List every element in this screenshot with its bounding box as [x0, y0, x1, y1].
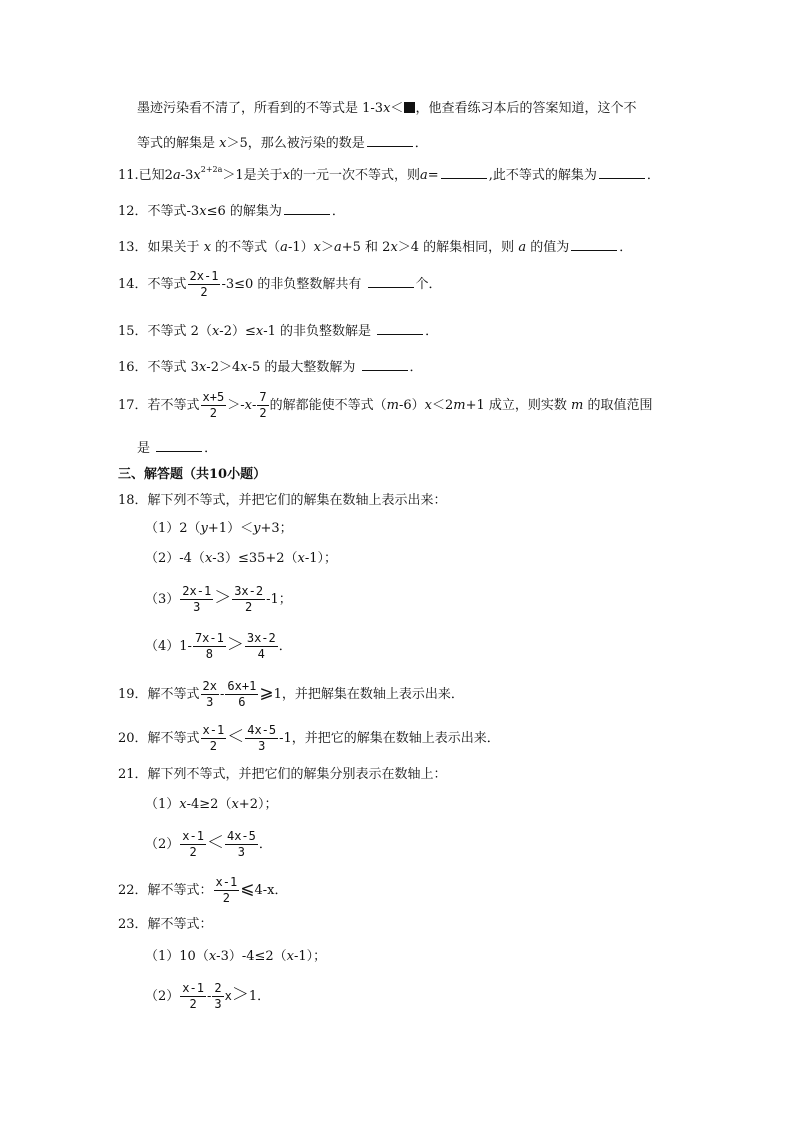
- fraction: $\frac{7}{2}$: [259, 390, 267, 420]
- fraction: $\frac{x-1}{2}$: [182, 981, 204, 1011]
- fraction: $\frac{x+5}{2}$: [202, 390, 225, 420]
- answer-blank[interactable]: [284, 202, 330, 215]
- question-23-title: 23．解不等式：: [118, 917, 213, 932]
- fraction: $\frac{2x-1}{2}$: [189, 269, 219, 299]
- answer-blank[interactable]: [571, 238, 617, 251]
- fraction: $\frac{x-1}{2}$: [202, 723, 225, 753]
- answer-blank[interactable]: [368, 275, 414, 288]
- q18-part1: （1）2（y+1）＜y+3；: [145, 521, 293, 536]
- fraction: $\frac{x-1}{2}$: [182, 829, 204, 859]
- question-21-title: 21．解下列不等式，并把它们的解集分别表示在数轴上：: [118, 767, 447, 782]
- q18-part3: （3） $\frac{2x-1}{3}$ ＞ $\frac{3x-2}{2}$ -1；: [145, 584, 292, 614]
- section-heading: 三、解答题（共10小题）: [118, 467, 267, 482]
- question-18-title: 18．解下列不等式，并把它们的解集在数轴上表示出来：: [118, 493, 447, 508]
- answer-blank[interactable]: [377, 322, 423, 335]
- ink-stain-square-icon: [404, 102, 415, 113]
- q23-part2: （2） $\frac{x-1}{2}$ - $\frac{2}{3}$ x＞1．: [145, 981, 271, 1011]
- q18-part4: （4）1- $\frac{7x-1}{8}$ ＞ $\frac{3x-2}{4}$ ．: [145, 631, 292, 661]
- answer-blank[interactable]: [441, 166, 487, 179]
- question-19: 19．解不等式 $\frac{2x}{3}$ - $\frac{6x+1}{6}$ ⩾1，并把解集在数轴上表示出来．: [118, 679, 464, 709]
- answer-blank[interactable]: [362, 358, 408, 371]
- fraction: $\frac{2x-1}{3}$: [182, 584, 212, 614]
- question-17: 17．若不等式 $\frac{x+5}{2}$ ＞-x- $\frac{7}{2}$ 的解都能使不等式（m-6）x＜2m+1 成立，则实数 m 的取值范围: [118, 390, 653, 420]
- fraction: $\frac{7x-1}{8}$: [194, 631, 224, 661]
- question-14: 14．不等式 $\frac{2x-1}{2}$ -3≤0 的非负整数解共有 个．: [118, 269, 442, 299]
- fraction: $\frac{x-1}{2}$: [215, 875, 238, 905]
- q10-line1: 墨迹污染看不清了，所看到的不等式是 1-3x＜ ，他查看练习本后的答案知道，这个不: [137, 101, 637, 116]
- question-11: 11.已知$2a-3x^{2+2a}>1$是关于x的一元一次不等式，则a= ,此不等式的解集为 ．: [118, 165, 660, 183]
- q18-part2: （2）-4（x-3）≤35+2（x-1）；: [145, 551, 338, 566]
- fraction: $\frac{2x}{3}$: [202, 679, 217, 709]
- question-17-line2: 是 ．: [137, 441, 218, 456]
- question-16: 16．不等式 3x-2＞4x-5 的最大整数解为 ．: [118, 360, 423, 375]
- question-12: 12．不等式-3x≤6 的解集为 ．: [118, 204, 345, 219]
- fraction: $\frac{2}{3}$: [214, 981, 222, 1011]
- question-20: 20．解不等式 $\frac{x-1}{2}$ ＜ $\frac{4x-5}{3}$ -1，并把它的解集在数轴上表示出来．: [118, 723, 500, 753]
- question-15: 15．不等式 2（x-2）≤x-1 的非负整数解是 ．: [118, 324, 439, 339]
- q21-part2: （2） $\frac{x-1}{2}$ ＜ $\frac{4x-5}{3}$ ．: [145, 829, 272, 859]
- fraction: $\frac{4x-5}{3}$: [247, 723, 277, 753]
- question-22: 22．解不等式： $\frac{x-1}{2}$ ⩽4-x．: [118, 875, 288, 905]
- q21-part1: （1）x-4≥2（x+2）；: [145, 797, 278, 812]
- answer-blank[interactable]: [367, 134, 413, 147]
- fraction: $\frac{6x+1}{6}$: [227, 679, 257, 709]
- fraction: $\frac{4x-5}{3}$: [226, 829, 256, 859]
- question-13: 13．如果关于 x 的不等式（a-1）x＞a+5 和 2x＞4 的解集相同，则 a 的值为 ．: [118, 240, 633, 255]
- q10-line2: 等式的解集是 x＞5，那么被污染的数是 ．: [137, 136, 428, 151]
- fraction: $\frac{3x-2}{4}$: [246, 631, 276, 661]
- answer-blank[interactable]: [599, 166, 645, 179]
- q23-part1: （1）10（x-3）-4≤2（x-1）；: [145, 949, 327, 964]
- fraction: $\frac{3x-2}{2}$: [234, 584, 264, 614]
- answer-blank[interactable]: [156, 439, 202, 452]
